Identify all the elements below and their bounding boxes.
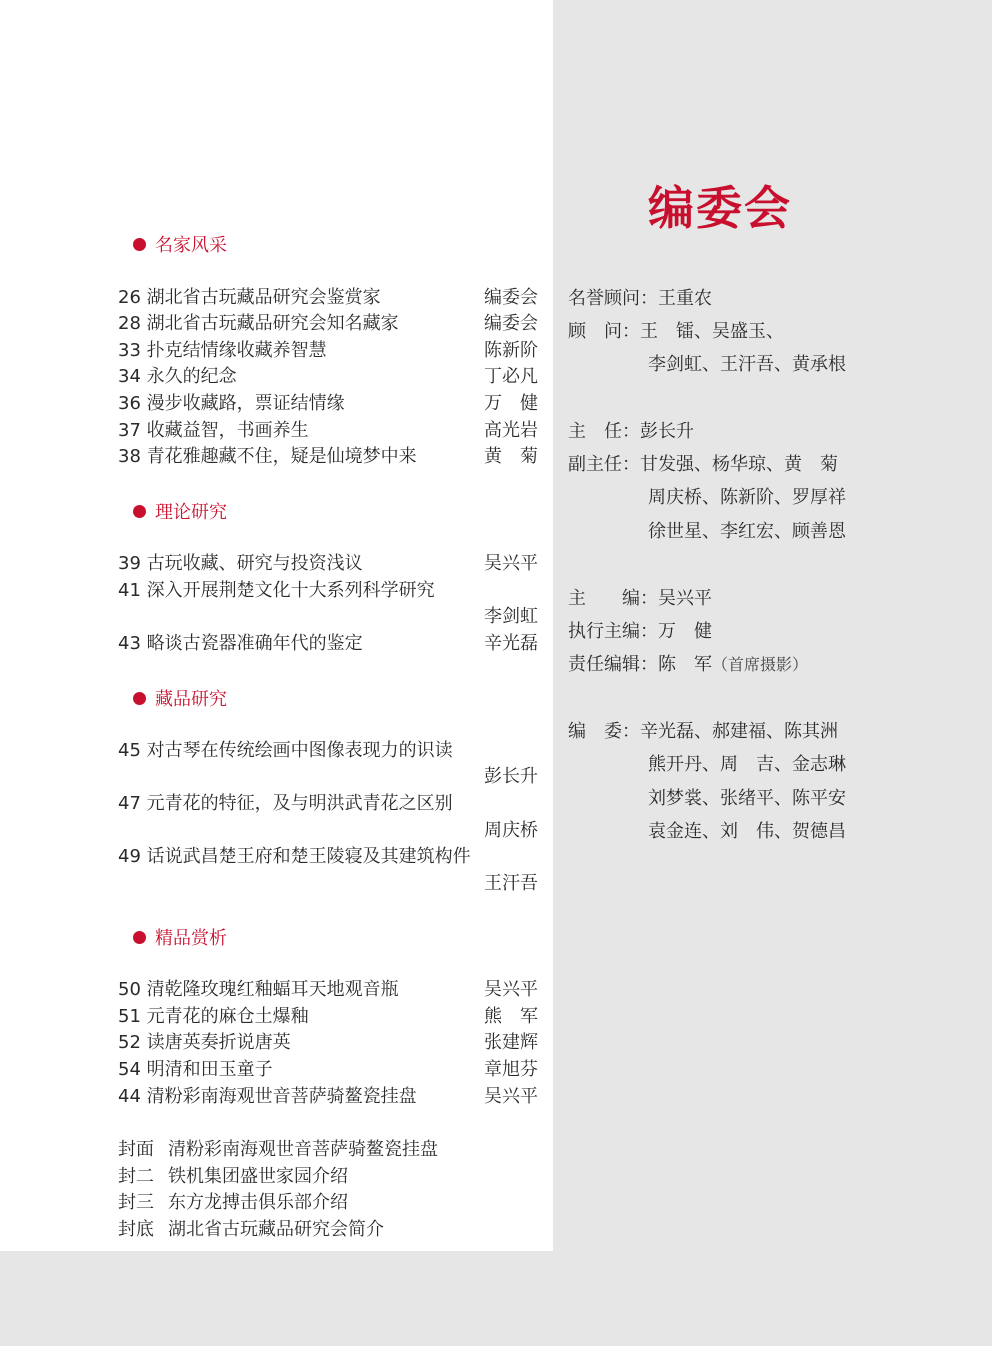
- toc-entry[interactable]: [118, 391, 538, 417]
- toc-entry-author: 丁必凡: [484, 366, 538, 387]
- toc-entry-title: 39 古玩收藏、研究与投资浅议: [118, 553, 363, 574]
- toc-entry-title: 28 湖北省古玩藏品研究会知名藏家: [118, 313, 399, 334]
- section-heading: [133, 498, 227, 524]
- bullet-dot-icon: [133, 692, 146, 705]
- toc-entry-author: 李剑虹: [484, 606, 538, 627]
- board-names: 甘发强、杨华琼、黄 菊: [640, 454, 838, 475]
- toc-entry-title: 43 略谈古瓷器准确年代的鉴定: [118, 633, 363, 654]
- toc-entry-author: 吴兴平: [484, 1086, 538, 1107]
- board-names: 周庆桥、陈新阶、罗厚祥: [648, 487, 846, 508]
- cover-text: 铁机集团盛世家园介绍: [168, 1166, 348, 1187]
- board-names: 徐世星、李红宏、顾善恩: [648, 521, 846, 542]
- section-heading: [133, 685, 227, 711]
- cover-label: 封底: [118, 1219, 154, 1240]
- toc-entry[interactable]: [118, 631, 538, 657]
- cover-text: 东方龙搏击俱乐部介绍: [168, 1192, 348, 1213]
- toc-entry[interactable]: [118, 338, 538, 364]
- cover-entry[interactable]: [118, 1164, 348, 1190]
- cover-label: 封二: [118, 1166, 154, 1187]
- toc-entry-author: 黄 菊: [484, 446, 538, 467]
- cover-entry[interactable]: [118, 1190, 348, 1216]
- toc-entry-title: 45 对古琴在传统绘画中图像表现力的识读: [118, 740, 453, 761]
- toc-entry-author: 彭长升: [484, 766, 538, 787]
- section-heading: [133, 924, 227, 950]
- deputy-director-row: [568, 451, 838, 479]
- toc-entry-title: 36 漫步收藏路，票证结情缘: [118, 393, 345, 414]
- board-names: 王 镭、吴盛玉、: [640, 321, 784, 342]
- board-names: 李剑虹、王汗吾、黄承根: [648, 354, 846, 375]
- toc-entry[interactable]: [118, 1004, 538, 1030]
- board-label: 主 编：: [568, 588, 658, 609]
- toc-entry-title: 52 读唐英奏折说唐英: [118, 1032, 291, 1053]
- executive-editor-row: [568, 618, 712, 646]
- board-names: 彭长升: [640, 421, 694, 442]
- cover-entry[interactable]: [118, 1217, 384, 1243]
- cover-entry[interactable]: [118, 1137, 438, 1163]
- toc-entry[interactable]: [118, 551, 538, 577]
- toc-entry[interactable]: [118, 738, 538, 764]
- section-title: 精品赏析: [155, 928, 227, 949]
- bullet-dot-icon: [133, 931, 146, 944]
- honorary-advisor-row: [568, 285, 712, 313]
- board-names: 王重农: [658, 288, 712, 309]
- toc-entry[interactable]: [118, 1030, 538, 1056]
- toc-entry-title: 33 扑克结情缘收藏养智慧: [118, 340, 327, 361]
- board-names: 陈 军: [658, 654, 712, 675]
- toc-entry-author: 张建辉: [484, 1032, 538, 1053]
- board-label: 名誉顾问：: [568, 288, 658, 309]
- section-title: 理论研究: [155, 502, 227, 523]
- toc-entry-title: 44 清粉彩南海观世音菩萨骑鳌瓷挂盘: [118, 1086, 417, 1107]
- toc-entry[interactable]: [118, 311, 538, 337]
- toc-entry-author: 章旭芬: [484, 1059, 538, 1080]
- toc-entry[interactable]: [118, 1057, 538, 1083]
- toc-entry-title: 38 青花雅趣藏不住，疑是仙境梦中来: [118, 446, 417, 467]
- toc-entry-author: 编委会: [484, 287, 538, 308]
- board-label: 执行主编：: [568, 621, 658, 642]
- toc-entry-title: 26 湖北省古玩藏品研究会鉴赏家: [118, 287, 381, 308]
- toc-entry[interactable]: [118, 418, 538, 444]
- toc-entry-title: 37 收藏益智，书画养生: [118, 420, 309, 441]
- director-row: [568, 418, 694, 446]
- toc-entry-author: 周庆桥: [484, 820, 538, 841]
- board-names: 万 健: [658, 621, 712, 642]
- section-title: 藏品研究: [155, 689, 227, 710]
- bullet-dot-icon: [133, 238, 146, 251]
- chief-editor-row: [568, 585, 712, 613]
- toc-entry-author: 吴兴平: [484, 979, 538, 1000]
- toc-entry-author: 陈新阶: [484, 340, 538, 361]
- toc-entry[interactable]: [118, 1084, 538, 1110]
- toc-entry-author: 万 健: [484, 393, 538, 414]
- toc-entry-author: 熊 军: [484, 1006, 538, 1027]
- toc-entry[interactable]: [118, 578, 538, 604]
- toc-entry-author: 编委会: [484, 313, 538, 334]
- toc-entry-title: 51 元青花的麻仓土爆釉: [118, 1006, 309, 1027]
- board-label: 编 委：: [568, 721, 640, 742]
- toc-entry-title: 47 元青花的特征，及与明洪武青花之区别: [118, 793, 453, 814]
- board-label: 顾 问：: [568, 321, 640, 342]
- toc-entry-author: 辛光磊: [484, 633, 538, 654]
- toc-entry[interactable]: [118, 444, 538, 470]
- toc-entry-title: 50 清乾隆玫瑰红釉蝠耳天地观音瓶: [118, 979, 399, 1000]
- board-names: 熊开丹、周 吉、金志琳: [648, 754, 846, 775]
- board-label: 责任编辑：: [568, 654, 658, 675]
- board-names: 辛光磊、郝建福、陈其洲: [640, 721, 838, 742]
- toc-entry-title: 41 深入开展荆楚文化十大系列科学研究: [118, 580, 435, 601]
- responsible-editor-row: [568, 651, 808, 679]
- board-label: 主 任：: [568, 421, 640, 442]
- committee-row: [568, 718, 838, 746]
- toc-entry[interactable]: [118, 364, 538, 390]
- board-names: 吴兴平: [658, 588, 712, 609]
- cover-label: 封面: [118, 1139, 154, 1160]
- board-note: （首席摄影）: [712, 655, 809, 674]
- bullet-dot-icon: [133, 505, 146, 518]
- section-heading: [133, 231, 227, 257]
- section-title: 名家风采: [155, 235, 227, 256]
- toc-entry[interactable]: [118, 791, 538, 817]
- toc-entry-author: 吴兴平: [484, 553, 538, 574]
- toc-entry-author: 王汗吾: [484, 873, 538, 894]
- board-label: 副主任：: [568, 454, 640, 475]
- board-names: 刘梦裳、张绪平、陈平安: [648, 788, 846, 809]
- cover-text: 湖北省古玩藏品研究会简介: [168, 1219, 384, 1240]
- toc-entry-title: 54 明清和田玉童子: [118, 1059, 273, 1080]
- toc-entry-author: 高光岩: [484, 420, 538, 441]
- toc-entry-title: 49 话说武昌楚王府和楚王陵寝及其建筑构件: [118, 846, 471, 867]
- advisors-row: [568, 318, 784, 346]
- cover-label: 封三: [118, 1192, 154, 1213]
- toc-entry[interactable]: [118, 977, 538, 1003]
- toc-entry[interactable]: [118, 844, 538, 870]
- toc-entry-title: 34 永久的纪念: [118, 366, 237, 387]
- toc-entry[interactable]: [118, 285, 538, 311]
- board-names: 袁金连、刘 伟、贺德昌: [648, 821, 846, 842]
- editorial-board-title: 编委会: [648, 181, 792, 235]
- cover-text: 清粉彩南海观世音菩萨骑鳌瓷挂盘: [168, 1139, 438, 1160]
